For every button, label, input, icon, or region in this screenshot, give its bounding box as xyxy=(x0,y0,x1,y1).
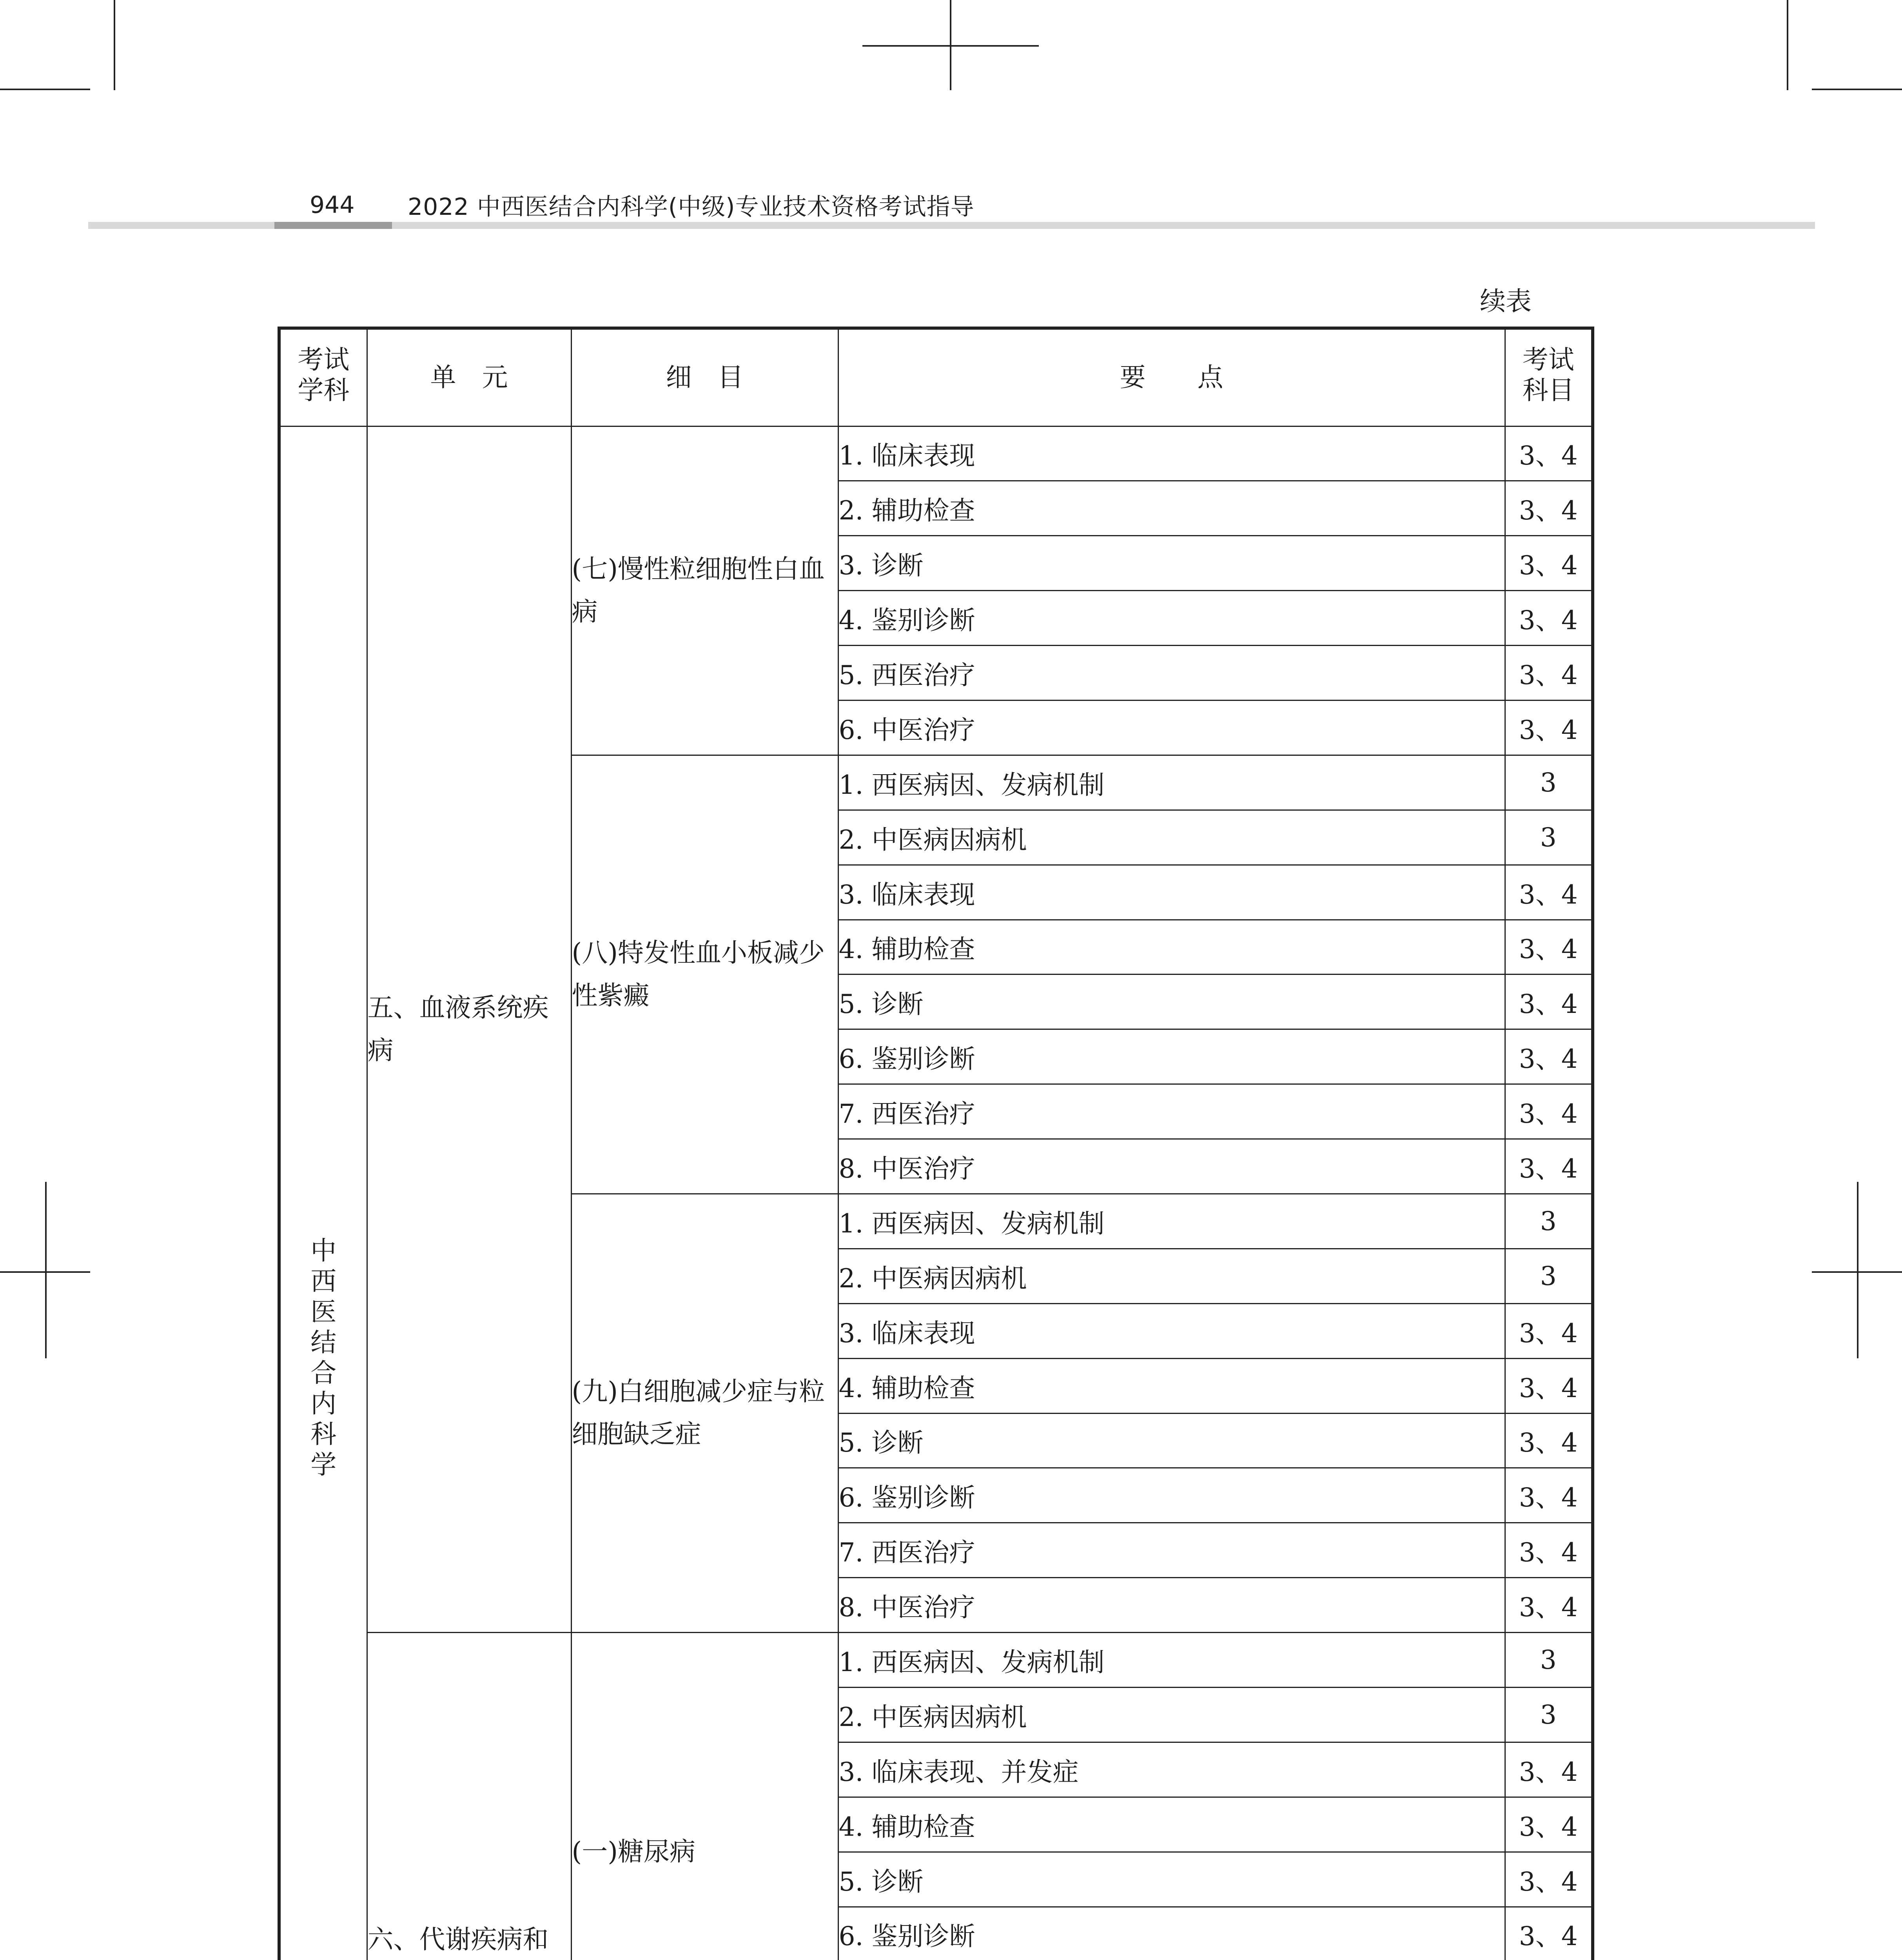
column-header-unit: 单 元 xyxy=(367,328,571,426)
exam-subjects-cell: 3、4 xyxy=(1505,1578,1593,1633)
table-row xyxy=(279,1633,1593,1688)
running-header xyxy=(310,187,975,223)
exam-subjects-cell: 3、4 xyxy=(1505,1797,1593,1852)
key-point-cell: 8. 中医治疗 xyxy=(838,1578,1505,1633)
key-point-cell: 7. 西医治疗 xyxy=(838,1084,1505,1139)
exam-subjects-cell: 3、4 xyxy=(1505,646,1593,701)
exam-subject-label: 中西医结合内科学 xyxy=(310,1236,337,1480)
exam-subjects-cell: 3、4 xyxy=(1505,1303,1593,1358)
page-number: 944 xyxy=(310,191,355,219)
unit-cell: 六、代谢疾病和 xyxy=(367,1633,571,1960)
exam-subjects-cell: 3、4 xyxy=(1505,536,1593,591)
exam-subjects-cell: 3、4 xyxy=(1505,1029,1593,1084)
key-point-cell: 4. 辅助检查 xyxy=(838,1797,1505,1852)
key-point-cell: 1. 西医病因、发病机制 xyxy=(838,1633,1505,1688)
column-header-detail: 细 目 xyxy=(571,328,838,426)
exam-subjects-cell: 3、4 xyxy=(1505,1742,1593,1797)
key-point-cell: 2. 中医病因病机 xyxy=(838,1687,1505,1742)
exam-subjects-cell: 3、4 xyxy=(1505,426,1593,481)
key-point-cell: 7. 西医治疗 xyxy=(838,1523,1505,1578)
exam-subjects-cell: 3、4 xyxy=(1505,1523,1593,1578)
exam-subjects-cell: 3 xyxy=(1505,1249,1593,1303)
exam-subjects-cell: 3、4 xyxy=(1505,865,1593,920)
exam-subjects-cell: 3 xyxy=(1505,1633,1593,1688)
column-header-exam-subjects: 考试科目 xyxy=(1505,328,1593,426)
exam-subjects-cell: 3、4 xyxy=(1505,1907,1593,1960)
exam-subjects-cell: 3 xyxy=(1505,1687,1593,1742)
exam-subjects-cell: 3、4 xyxy=(1505,1413,1593,1468)
column-header-subject: 考试学科 xyxy=(279,328,367,426)
key-point-cell: 2. 中医病因病机 xyxy=(838,1249,1505,1303)
detail-cell: (九)白细胞减少症与粒细胞缺乏症 xyxy=(571,1194,838,1632)
table-header-row xyxy=(279,328,1593,426)
syllabus-table xyxy=(278,327,1594,1960)
exam-subjects-cell: 3、4 xyxy=(1505,481,1593,536)
key-point-cell: 3. 临床表现、并发症 xyxy=(838,1742,1505,1797)
exam-subjects-cell: 3、4 xyxy=(1505,591,1593,646)
exam-subjects-cell: 3、4 xyxy=(1505,1358,1593,1413)
key-point-cell: 2. 中医病因病机 xyxy=(838,810,1505,865)
header-rule-accent xyxy=(274,222,392,229)
key-point-cell: 4. 辅助检查 xyxy=(838,1358,1505,1413)
key-point-cell: 5. 诊断 xyxy=(838,1852,1505,1907)
exam-subjects-cell: 3、4 xyxy=(1505,1852,1593,1907)
exam-subjects-cell: 3 xyxy=(1505,755,1593,810)
key-point-cell: 3. 临床表现 xyxy=(838,865,1505,920)
key-point-cell: 1. 西医病因、发病机制 xyxy=(838,1194,1505,1249)
key-point-cell: 3. 临床表现 xyxy=(838,1303,1505,1358)
key-point-cell: 2. 辅助检查 xyxy=(838,481,1505,536)
detail-cell: (一)糖尿病 xyxy=(571,1633,838,1960)
key-point-cell: 1. 临床表现 xyxy=(838,426,1505,481)
exam-subjects-cell: 3 xyxy=(1505,1194,1593,1249)
detail-cell: (八)特发性血小板减少性紫癜 xyxy=(571,755,838,1194)
exam-subjects-cell: 3、4 xyxy=(1505,1139,1593,1194)
key-point-cell: 1. 西医病因、发病机制 xyxy=(838,755,1505,810)
key-point-cell: 8. 中医治疗 xyxy=(838,1139,1505,1194)
continued-table-label: 续表 xyxy=(1480,286,1532,316)
key-point-cell: 5. 诊断 xyxy=(838,975,1505,1029)
book-title: 2022 中西医结合内科学(中级)专业技术资格考试指导 xyxy=(408,193,975,221)
exam-subjects-cell: 3、4 xyxy=(1505,920,1593,975)
key-point-cell: 4. 辅助检查 xyxy=(838,920,1505,975)
key-point-cell: 6. 鉴别诊断 xyxy=(838,1468,1505,1523)
column-header-points: 要 点 xyxy=(838,328,1505,426)
key-point-cell: 6. 鉴别诊断 xyxy=(838,1907,1505,1960)
exam-subjects-cell: 3、4 xyxy=(1505,975,1593,1029)
key-point-cell: 5. 诊断 xyxy=(838,1413,1505,1468)
key-point-cell: 4. 鉴别诊断 xyxy=(838,591,1505,646)
key-point-cell: 6. 鉴别诊断 xyxy=(838,1029,1505,1084)
exam-subjects-cell: 3、4 xyxy=(1505,1084,1593,1139)
exam-subject-cell xyxy=(279,426,367,1960)
exam-subjects-cell: 3 xyxy=(1505,810,1593,865)
key-point-cell: 3. 诊断 xyxy=(838,536,1505,591)
key-point-cell: 6. 中医治疗 xyxy=(838,700,1505,755)
table-row xyxy=(279,426,1593,481)
exam-subjects-cell: 3、4 xyxy=(1505,1468,1593,1523)
key-point-cell: 5. 西医治疗 xyxy=(838,646,1505,701)
exam-subjects-cell: 3、4 xyxy=(1505,700,1593,755)
detail-cell: (七)慢性粒细胞性白血病 xyxy=(571,426,838,755)
unit-cell: 五、血液系统疾病 xyxy=(367,426,571,1633)
